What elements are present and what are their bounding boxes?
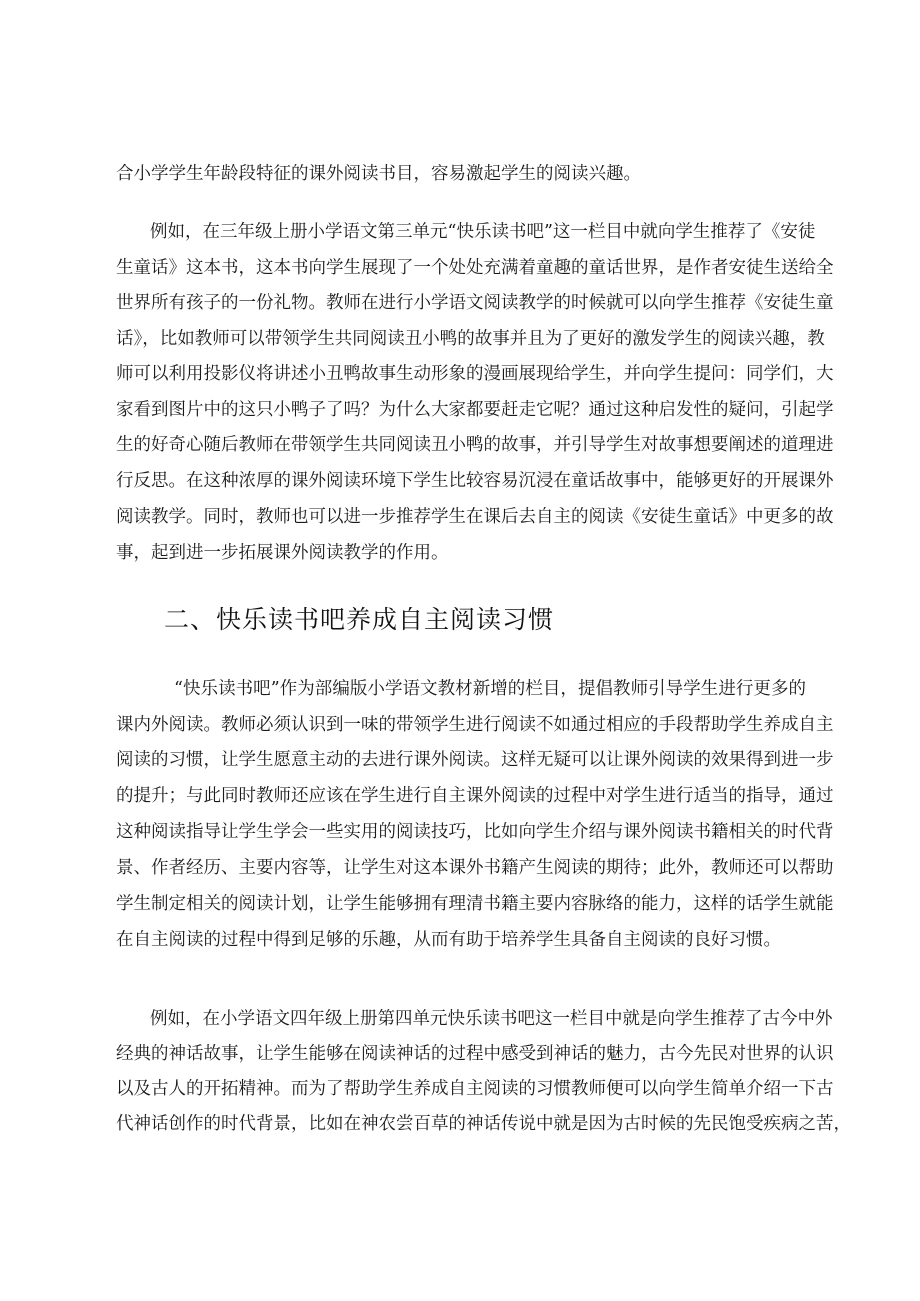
text-line: 在自主阅读的过程中得到足够的乐趣，从而有助于培养学生具备自主阅读的良好习惯。 <box>116 930 781 950</box>
text-line: 例如，在小学语文四年级上册第四单元快乐读书吧这一栏目中就是向学生推荐了古今中外 <box>150 1009 833 1029</box>
section-heading: 二、快乐读书吧养成自主阅读习惯 <box>164 605 555 634</box>
text-line: 这种阅读指导让学生学会一些实用的阅读技巧，比如向学生介绍与课外阅读书籍相关的时代背 <box>116 822 834 842</box>
text-line: 师可以利用投影仪将讲述小丑鸭故事生动形象的漫画展现给学生，并向学生提问：同学们，大 <box>116 364 834 384</box>
text-line: 例如，在三年级上册小学语文第三单元“快乐读书吧”这一栏目中就向学生推荐了《安徒 <box>150 222 816 242</box>
text-line: 家看到图片中的这只小鸭子了吗？为什么大家都要赶走它呢？通过这种启发性的疑问，引起学 <box>116 400 834 420</box>
text-line: 的提升；与此同时教师还应该在学生进行自主课外阅读的过程中对学生进行适当的指导，通过 <box>116 786 834 806</box>
text-line: 世界所有孩子的一份礼物。教师在进行小学语文阅读教学的时候就可以向学生推荐《安徒生童 <box>116 293 834 313</box>
text-line: 经典的神话故事，让学生能够在阅读神话的过程中感受到神话的魅力，古今先民对世界的认识 <box>116 1044 834 1064</box>
text-line: 课内外阅读。教师必须认识到一味的带领学生进行阅读不如通过相应的手段帮助学生养成自主 <box>116 715 834 735</box>
text-line: 事，起到进一步拓展课外阅读教学的作用。 <box>116 543 449 563</box>
text-line: 学生制定相关的阅读计划，让学生能够拥有理清书籍主要内容脉络的能力，这样的话学生就能 <box>116 894 834 914</box>
text-line: 阅读的习惯，让学生愿意主动的去进行课外阅读。这样无疑可以让课外阅读的效果得到进一步 <box>116 750 834 770</box>
text-line: 生的好奇心随后教师在带领学生共同阅读丑小鸭的故事，并引导学生对故事想要阐述的道理进 <box>116 435 834 455</box>
text-line: 景、作者经历、主要内容等，让学生对这本课外书籍产生阅读的期待；此外，教师还可以帮助 <box>116 858 834 878</box>
text-line: 以及古人的开拓精神。而为了帮助学生养成自主阅读的习惯教师便可以向学生简单介绍一下古 <box>116 1079 834 1099</box>
text-line: 合小学学生年龄段特征的课外阅读书目，容易激起学生的阅读兴趣。 <box>116 164 641 184</box>
text-line: 代神话创作的时代背景，比如在神农尝百草的神话传说中就是因为古时候的先民饱受疾病之苦， <box>116 1114 851 1134</box>
text-line: 行反思。在这种浓厚的课外阅读环境下学生比较容易沉浸在童话故事中，能够更好的开展课外 <box>116 471 834 491</box>
text-line: 阅读教学。同时，教师也可以进一步推荐学生在课后去自主的阅读《安徒生童话》中更多的故 <box>116 507 834 527</box>
text-line: “快乐读书吧”作为部编版小学语文教材新增的栏目，提倡教师引导学生进行更多的 <box>174 679 806 699</box>
text-line: 话》，比如教师可以带领学生共同阅读丑小鸭的故事并且为了更好的激发学生的阅读兴趣，教 <box>116 329 825 349</box>
text-line: 生童话》这本书，这本书向学生展现了一个处处充满着童趣的童话世界，是作者安徒生送给全 <box>116 258 834 278</box>
